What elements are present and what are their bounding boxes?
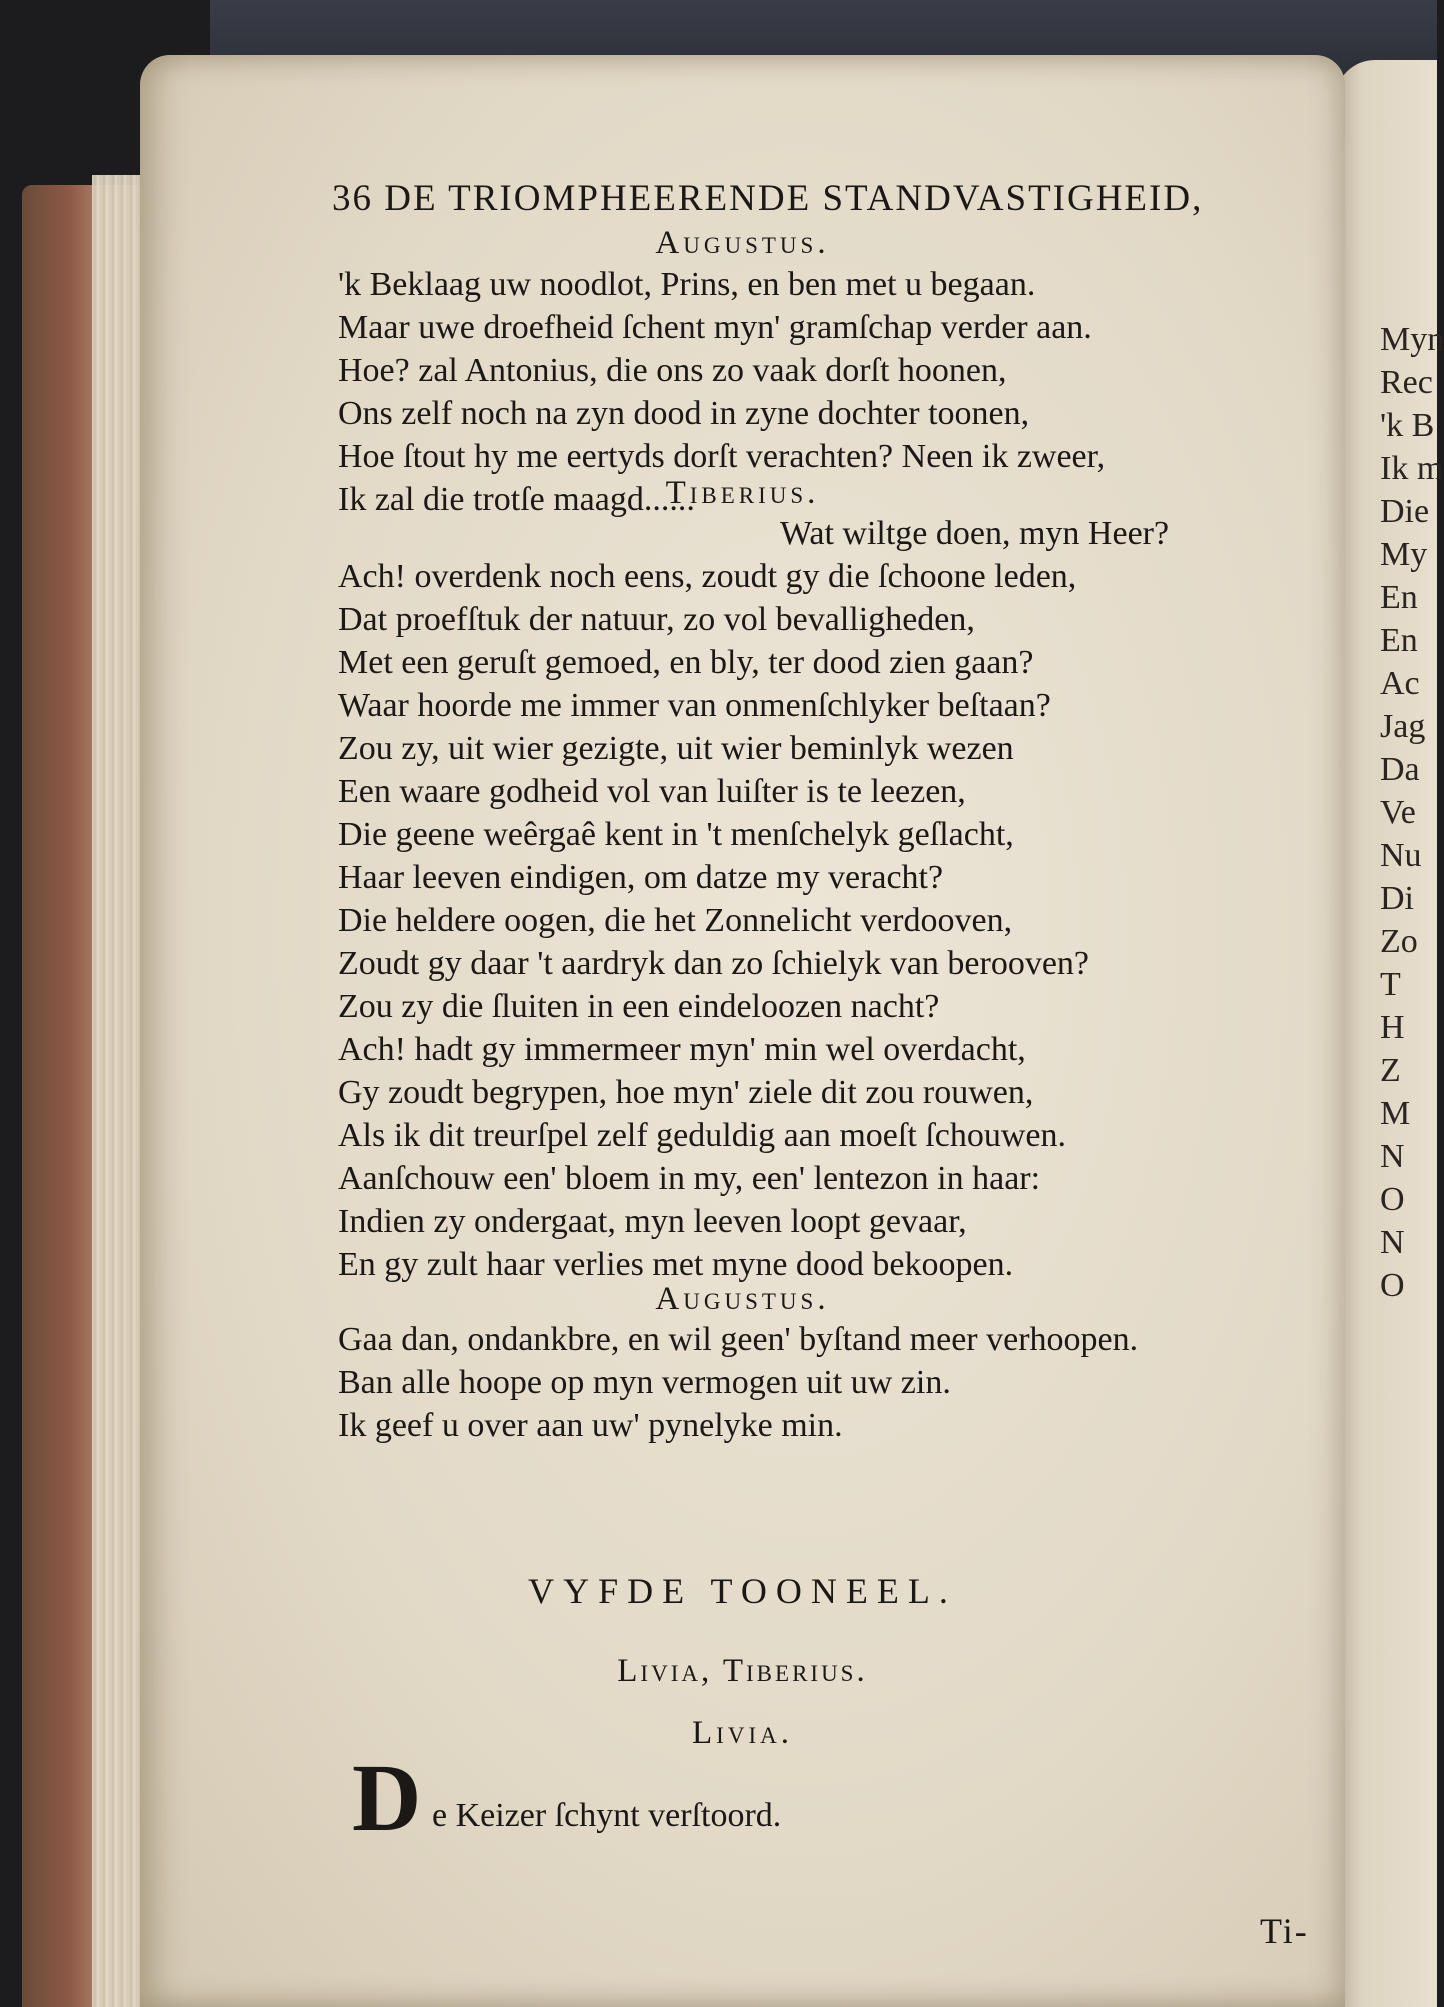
half-line: Wat wiltge doen, myn Heer? xyxy=(780,515,1170,552)
verse-line: Waar hoorde me immer van onmenſchlyker beſtaan? xyxy=(338,687,1051,724)
page-text xyxy=(140,55,1345,2007)
facing-page-line: Jag xyxy=(1380,708,1426,745)
facing-page-line: O xyxy=(1380,1181,1405,1218)
verse-line: Ik geef u over aan uw' pynelyke min. xyxy=(338,1407,843,1444)
facing-page-line: Zo xyxy=(1380,923,1418,960)
facing-page-line: Nu xyxy=(1380,837,1422,874)
verse-line: Ban alle hoope op myn vermogen uit uw zin. xyxy=(338,1364,951,1401)
scene-cast: Livia, Tiberius. xyxy=(617,1653,868,1689)
facing-page-line: Ac xyxy=(1380,665,1420,702)
scene-title: VYFDE TOONEEL. xyxy=(528,1571,957,1611)
verse-line: Indien zy ondergaat, myn leeven loopt gevaar, xyxy=(338,1203,967,1240)
verse-line: Die geene weêrgaê kent in 't menſchelyk geſlacht, xyxy=(338,816,1014,853)
verse-line: Met een geruſt gemoed, en bly, ter dood zien gaan? xyxy=(338,644,1034,681)
verse-line: Zou zy die ſluiten in een eindeloozen nacht? xyxy=(338,988,940,1025)
verse-line: En gy zult haar verlies met myne dood bekoopen. xyxy=(338,1246,1014,1283)
verse-line: Gaa dan, ondankbre, en wil geen' byſtand meer verhoopen. xyxy=(338,1321,1139,1358)
facing-page-line: H xyxy=(1380,1009,1405,1046)
verse-line: Ach! hadt gy immermeer myn' min wel overdacht, xyxy=(338,1031,1026,1068)
facing-page-line: Die xyxy=(1380,493,1430,530)
verse-line: Ik zal die trotſe maagd...... xyxy=(338,481,695,518)
verse-line: Hoe? zal Antonius, die ons zo vaak dorſt hoonen, xyxy=(338,352,1007,389)
verse-line: Aanſchouw een' bloem in my, een' lentezon in haar: xyxy=(338,1160,1041,1197)
facing-page-line: En xyxy=(1380,622,1418,659)
verse-line: Zoudt gy daar 't aardryk dan zo ſchielyk van berooven? xyxy=(338,945,1090,982)
verse-line: Als ik dit treurſpel zelf geduldig aan moeſt ſchouwen. xyxy=(338,1117,1066,1154)
facing-page-line: Di xyxy=(1380,880,1414,917)
verse-block xyxy=(338,1318,1338,1447)
facing-page-line: Ve xyxy=(1380,794,1416,831)
verse-line: Maar uwe droefheid ſchent myn' gramſchap verder aan. xyxy=(338,309,1092,346)
verse-line: Zou zy, uit wier gezigte, uit wier beminlyk wezen xyxy=(338,730,1014,767)
speaker-label: Augustus. xyxy=(655,1281,830,1317)
verse-line: Een waare godheid vol van luiſter is te leezen, xyxy=(338,773,966,810)
speaker-label: Livia. xyxy=(692,1715,793,1751)
facing-page-line: O xyxy=(1380,1267,1405,1304)
verse-line: Dat proefſtuk der natuur, zo vol bevalligheden, xyxy=(338,601,975,638)
facing-page-line: T xyxy=(1380,966,1401,1003)
facing-page-text xyxy=(1380,318,1444,1307)
facing-page-line: M xyxy=(1380,1095,1411,1132)
verse-line: Haar leeven eindigen, om datze my veracht? xyxy=(338,859,944,896)
scene-first-line: e Keizer ſchynt verſtoord. xyxy=(432,1797,782,1834)
facing-page-line: N xyxy=(1380,1138,1405,1175)
verse-line: Gy zoudt begrypen, hoe myn' ziele dit zou rouwen, xyxy=(338,1074,1034,1111)
facing-page-line: N xyxy=(1380,1224,1405,1261)
speaker-label: Tiberius. xyxy=(665,475,820,511)
verse-line: Ach! overdenk noch eens, zoudt gy die ſchoone leden, xyxy=(338,558,1077,595)
facing-page-line: Myn xyxy=(1380,321,1444,358)
verse-line: 'k Beklaag uw noodlot, Prins, en ben met u begaan. xyxy=(338,266,1036,303)
verse-line: Hoe ſtout hy me eertyds dorſt verachten? Neen ik zweer, xyxy=(338,438,1106,475)
facing-page-line: Z xyxy=(1380,1052,1401,1089)
catchword: Ti- xyxy=(1260,1911,1309,1951)
facing-page-line: Da xyxy=(1380,751,1420,788)
facing-page-line: Rec xyxy=(1380,364,1433,401)
book-page xyxy=(140,55,1345,2007)
verse-block xyxy=(338,555,1338,1286)
facing-page-line: Ik m xyxy=(1380,450,1444,487)
drop-cap: D xyxy=(352,1744,422,1851)
verse-line: Ons zelf noch na zyn dood in zyne dochter toonen, xyxy=(338,395,1030,432)
facing-page-line: 'k B xyxy=(1380,407,1435,444)
verse-line: Die heldere oogen, die het Zonnelicht verdooven, xyxy=(338,902,1013,939)
facing-page-line: En xyxy=(1380,579,1418,616)
speaker-label: Augustus. xyxy=(655,225,830,261)
facing-page-line: My xyxy=(1380,536,1428,573)
running-header: 36 DE TRIOMPHEERENDE STANDVASTIGHEID, xyxy=(332,178,1204,219)
